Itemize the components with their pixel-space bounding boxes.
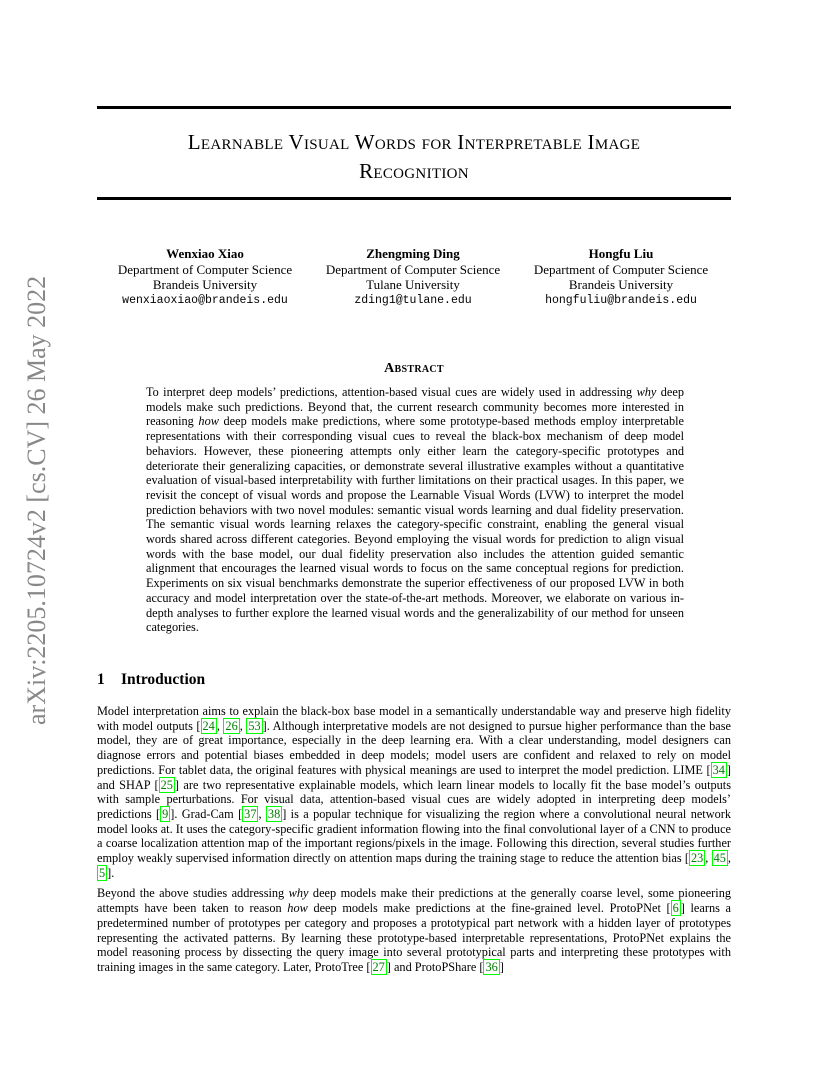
citation-link[interactable]: 9 <box>162 806 169 821</box>
intro-paragraph-2: Beyond the above studies addressing why deep models make their predictions at the generally coarse level, some pioneering attempts have been taken to reason how deep models make predictions at the fine-grained level. ProtoPNet [ 6 ] learns a predetermined number of prototypes per category and proposes a prototypical part network with a hidden layer of prototypes representing the activated patterns. By learning these prototype-based interpretable representations, ProtoPNet explains the model reasoning process by dissecting the query image into several prototypical parts and interpreting these prototypes with training images in the same category. Later, ProtoTree [ 27 ] and ProtoPShare [ 36 ] <box>97 886 731 974</box>
author-3 <box>521 246 721 308</box>
citation-link[interactable]: 25 <box>160 777 173 792</box>
section-number: 1 <box>97 671 105 688</box>
section-heading-introduction <box>97 671 205 689</box>
abstract-paragraph: To interpret deep models’ predictions, attention-based visual cues are widely used in addressing why deep models make such predictions. Beyond that, the current research community becomes more interested in reasoning how deep models make predictions, where some prototype-based methods employ interpretable representations with their corresponding visual cues to reveal the black-box mechanism of deep model behaviors. However, these pioneering attempts only either learn the category-specific prototypes and deteriorate their generalizing capacities, or demonstrate several illustrative examples without a quantitative evaluation of visual-based interpretability with further limitations on their practical usages. In this paper, we revisit the concept of visual words and propose the Learnable Visual Words (LVW) to interpret the model prediction behaviors with two novel modules: semantic visual words learning and dual fidelity preservation. The semantic visual words learning relaxes the category-specific constraint, enabling the general visual words shared across different categories. Beyond employing the visual words for prediction to align visual words with the base model, our dual fidelity preservation also includes the attention guided semantic alignment that encourages the learned visual words to focus on the same conceptual regions for prediction. Experiments on six visual benchmarks demonstrate the superior effectiveness of our proposed LVW in both accuracy and model interpretation over the state-of-the-art methods. Moreover, we elaborate on various in-depth analyses to further explore the learned visual words and the generalizability of our method for unseen categories. <box>146 385 684 635</box>
introduction-body <box>97 704 731 981</box>
arxiv-identifier-text: arXiv:2205.10724v2 [cs.CV] 26 May 2022 <box>22 276 51 726</box>
citation-link[interactable]: 45 <box>713 851 726 866</box>
author-block <box>97 246 731 310</box>
author-1 <box>105 246 305 308</box>
author-name: Wenxiao Xiao <box>166 246 244 261</box>
author-email[interactable]: zding1@tulane.edu <box>354 293 472 307</box>
citation-link[interactable]: 36 <box>485 959 498 974</box>
citation-link[interactable]: 34 <box>712 762 725 777</box>
title-rule-top <box>97 106 731 109</box>
citation-link[interactable]: 5 <box>99 865 106 880</box>
citation-link[interactable]: 6 <box>672 901 679 916</box>
author-name: Zhengming Ding <box>366 246 460 261</box>
author-email[interactable]: wenxiaoxiao@brandeis.edu <box>122 293 288 307</box>
author-email[interactable]: hongfuliu@brandeis.edu <box>545 293 697 307</box>
citation-link[interactable]: 37 <box>244 806 257 821</box>
author-university: Brandeis University <box>152 277 258 292</box>
citation-link[interactable]: 38 <box>267 806 281 821</box>
citation-link[interactable]: 53 <box>248 718 261 733</box>
citation-link[interactable]: 26 <box>225 718 238 733</box>
abstract-heading: Abstract <box>384 361 444 376</box>
citation-link[interactable]: 24 <box>202 718 215 733</box>
author-department: Department of Computer Science <box>117 261 293 277</box>
citation-link[interactable]: 27 <box>372 959 385 974</box>
paper-title-line-1: Learnable Visual Words for Interpretable Image <box>187 130 641 154</box>
author-university: Brandeis University <box>568 277 674 292</box>
citation-link[interactable]: 23 <box>691 851 704 866</box>
author-university: Tulane University <box>366 277 460 292</box>
author-name: Hongfu Liu <box>588 246 654 261</box>
author-department: Department of Computer Science <box>533 261 709 277</box>
abstract-body <box>146 385 684 635</box>
title-rule-bottom <box>97 197 731 200</box>
author-2 <box>313 246 513 308</box>
paper-title <box>97 128 731 186</box>
author-department: Department of Computer Science <box>325 261 501 277</box>
intro-paragraph-1: Model interpretation aims to explain the black-box base model in a semantically understandable way and preserve high fidelity with model outputs [ 24 , 26 , 53 ]. Although interpretative models are not designed to pursue higher performance than the base model, they are of great importance, especially in the deep learning era. With a clear understanding, model designers can diagnose errors and potential biases embedded in deep models; model users are confident and relaxed to rely on model predictions. For tablet data, the original features with physical meanings are used to interpret the model prediction. LIME [ 34 ] and SHAP [ 25 ] are two representative explainable models, which learn linear models to locally fit the base model’s outputs with sample perturbations. For visual data, attention-based visual cues are widely adopted in interpreting deep models’ predictions [ 9 ]. Grad-Cam [ 37 , 38 ] is a popular technique for visualizing the region where a convolutional neural network model looks at. It uses the category-specific gradient information flowing into the final convolutional layer of a CNN to produce a coarse localization attention map of the important regions/pixels in the image. Following this direction, several studies further employ weakly supervised information directly on attention maps during the training stage to reduce the attention bias [ 23 , 45 , 5 ]. <box>97 704 731 880</box>
paper-title-line-2: Recognition <box>359 159 469 183</box>
section-title: Introduction <box>121 671 206 688</box>
